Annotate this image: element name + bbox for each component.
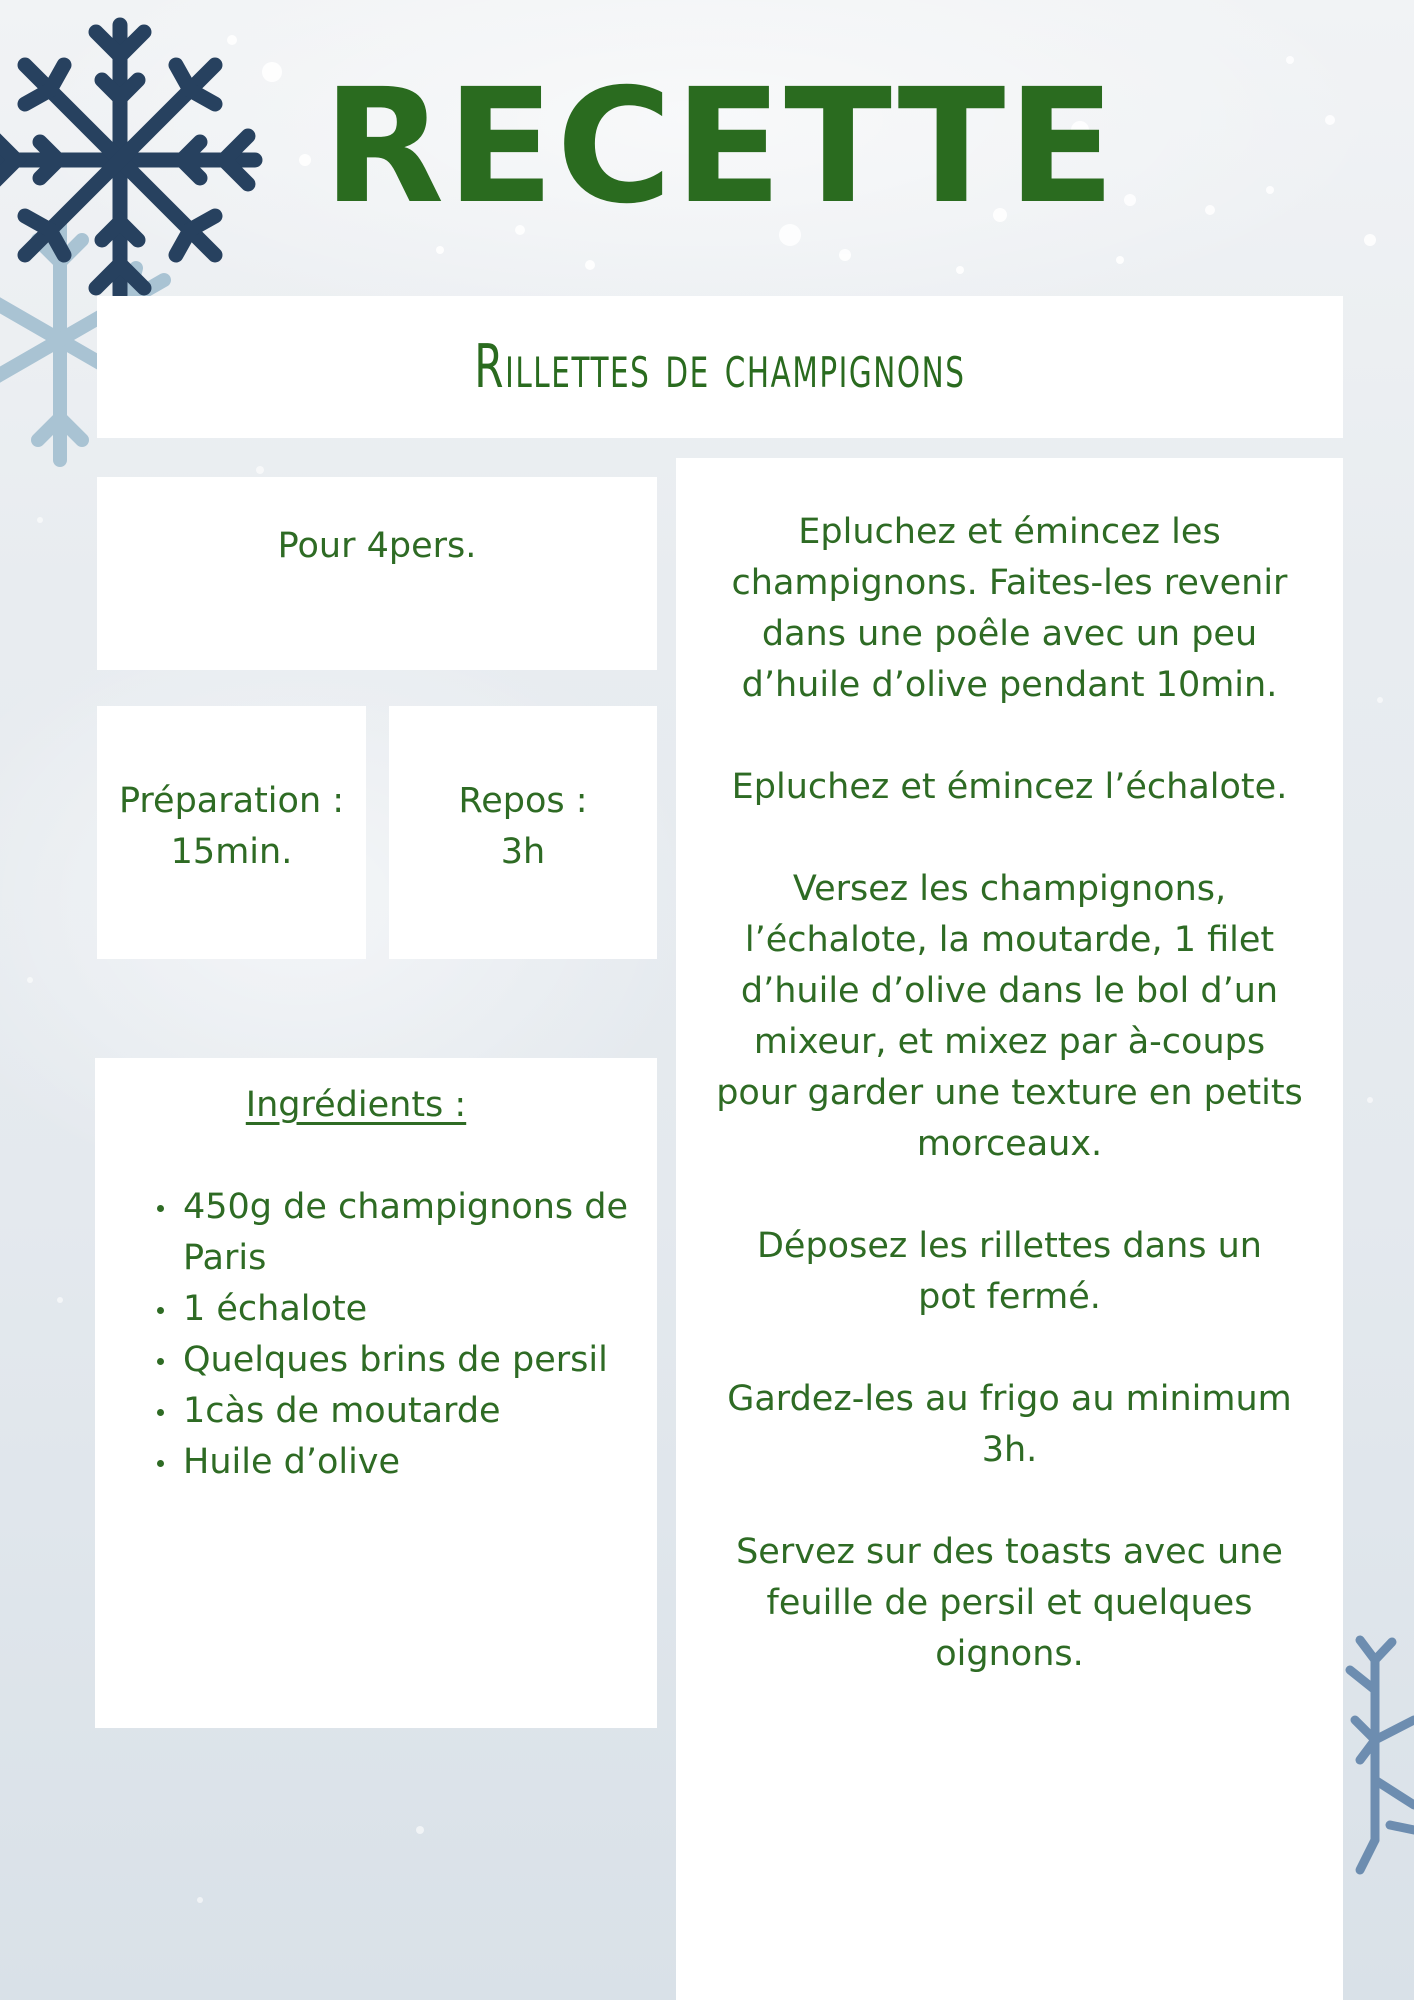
servings-text: Pour 4pers. bbox=[277, 526, 477, 566]
instruction-step: Versez les champignons, l’échalote, la moutarde, 1 filet d’huile d’olive dans le bol d’un mixeur, et mixez par à-coups pour garder une texture en petits morceaux. bbox=[716, 869, 1303, 1164]
snowflake-icon-dark bbox=[0, 10, 270, 310]
ingredient-item: 1 échalote bbox=[183, 1284, 657, 1335]
servings-card bbox=[97, 477, 657, 670]
page-title: RECETTE bbox=[322, 55, 1118, 239]
rest-label: Repos : bbox=[458, 781, 588, 821]
instruction-step: Servez sur des toasts avec une feuille de persil et quelques oignons. bbox=[736, 1532, 1283, 1674]
preparation-value: 15min. bbox=[170, 832, 293, 872]
instructions-card bbox=[676, 458, 1343, 2000]
rest-value: 3h bbox=[500, 832, 546, 872]
ingredient-item: 1càs de moutarde bbox=[183, 1386, 657, 1437]
instruction-step: Gardez-les au frigo au minimum 3h. bbox=[727, 1379, 1292, 1470]
preparation-label: Préparation : bbox=[118, 781, 345, 821]
recipe-name-banner bbox=[97, 296, 1343, 438]
instruction-step: Epluchez et émincez l’échalote. bbox=[731, 767, 1288, 807]
rest-card bbox=[389, 706, 657, 959]
ingredient-item: Huile d’olive bbox=[183, 1437, 657, 1488]
instruction-step: Epluchez et émincez les champignons. Faites-les revenir dans une poêle avec un peu d’huile d’olive pendant 10min. bbox=[731, 512, 1288, 705]
ingredient-item: Quelques brins de persil bbox=[183, 1335, 657, 1386]
ingredients-list bbox=[95, 1182, 657, 1488]
ingredient-item: 450g de champignons de Paris bbox=[183, 1182, 657, 1284]
instruction-step: Déposez les rillettes dans un pot fermé. bbox=[756, 1226, 1262, 1317]
preparation-card bbox=[97, 706, 366, 959]
ingredients-heading: Ingrédients : bbox=[245, 1085, 467, 1125]
recipe-name: Rillettes de champignons bbox=[474, 332, 966, 402]
ingredients-card bbox=[95, 1058, 657, 1728]
